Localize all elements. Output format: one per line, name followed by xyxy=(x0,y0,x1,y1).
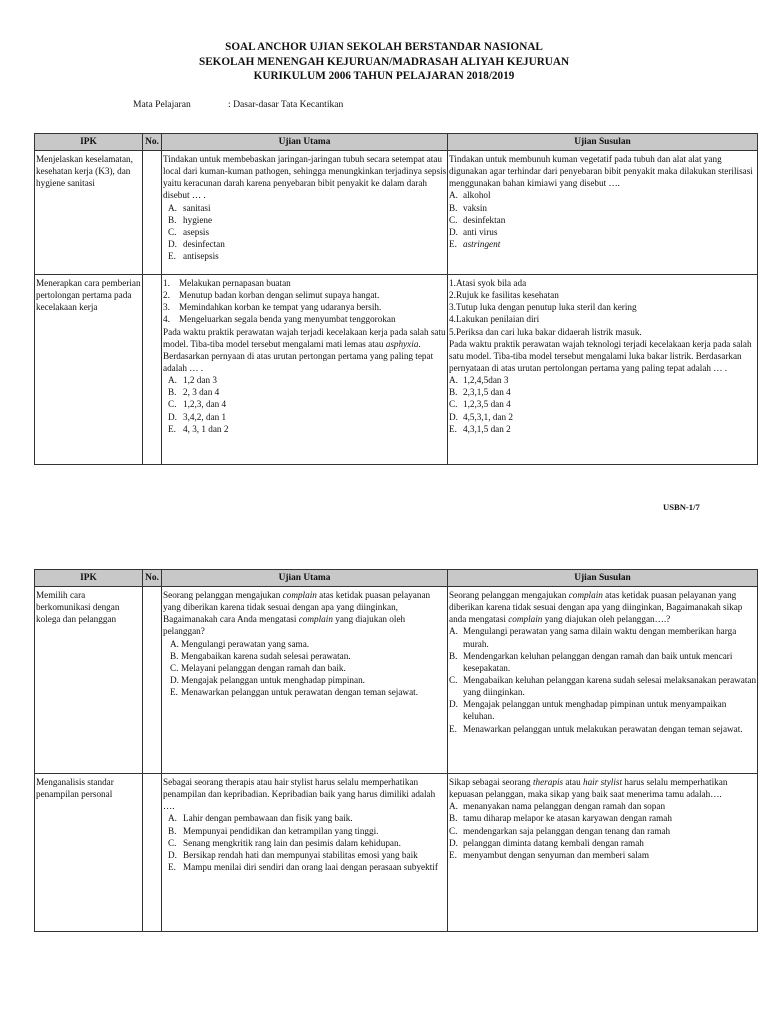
column-header-ujian-utama: Ujian Utama xyxy=(162,134,448,151)
ujian-susulan-cell xyxy=(448,587,758,774)
option-text: 4,3,1,5 dan 2 xyxy=(463,423,511,434)
option-text: 4,5,3,1, dan 2 xyxy=(463,411,514,422)
ujian-susulan-cell xyxy=(448,774,758,932)
stem-italic: complain xyxy=(508,614,543,625)
option-label: C. xyxy=(170,662,179,673)
option-text: 1,2,3,5 dan 4 xyxy=(463,399,511,410)
stem-italic: asphyxia xyxy=(385,338,419,349)
table-row xyxy=(35,774,758,932)
option-text: 2, 3 dan 4 xyxy=(183,387,220,398)
question-stem xyxy=(163,326,447,375)
question-stem: Tindakan untuk membunuh kuman vegetatif pada tubuh dan alat alat yang digunakan agar terhindar dari penyebaran bibit penyakit maka dilakukan sterilisasi menggunakan bahan kimiawi yang disebut …. xyxy=(449,154,753,189)
answer-option xyxy=(449,398,757,410)
no-cell xyxy=(143,275,162,465)
option-text: alkohol xyxy=(463,190,491,201)
subject-line xyxy=(133,99,344,112)
header-line-2: SEKOLAH MENENGAH KEJURUAN/MADRASAH ALIYAH KEJURUAN xyxy=(198,55,570,68)
option-text: anti virus xyxy=(463,226,498,237)
step-label: 2. xyxy=(449,290,456,301)
option-label: C. xyxy=(449,399,458,410)
ujian-utama-cell xyxy=(162,587,448,774)
answer-option xyxy=(163,650,447,662)
step-item xyxy=(163,277,447,289)
column-header-no: No. xyxy=(143,570,162,587)
option-label: E. xyxy=(449,423,457,434)
option-text: tamu diharap melapor ke atasan karyawan dengan ramah xyxy=(463,813,672,824)
column-header-no: No. xyxy=(143,134,162,151)
option-label: E. xyxy=(168,861,176,872)
answer-option xyxy=(449,214,757,226)
option-label: D. xyxy=(449,411,458,422)
stem-italic: complain xyxy=(282,590,317,600)
step-text: Atasi syok bila ada xyxy=(456,278,527,288)
ujian-utama-cell xyxy=(162,275,448,465)
no-cell xyxy=(143,774,162,932)
stem-text: Seorang pelanggan mengajukan xyxy=(449,590,567,600)
answer-option xyxy=(449,674,757,698)
option-text: Mengulangi perawatan yang sama dilain waktu dengan memberikan harga murah. xyxy=(463,626,737,649)
option-label: C. xyxy=(168,399,177,410)
answer-option xyxy=(163,386,447,398)
answer-option xyxy=(449,202,757,214)
answer-option xyxy=(163,423,447,435)
stem-text: harus selalu memperhatikan kepuasan pelanggan, maka sikap yang baik saat menerima tamu adalah…. xyxy=(449,777,728,800)
question-stem xyxy=(449,589,757,625)
answer-option xyxy=(449,238,757,250)
option-label: E. xyxy=(168,251,176,262)
option-text: hygiene xyxy=(183,214,213,225)
option-text: antisepsis xyxy=(183,251,219,262)
step-label: 1. xyxy=(163,278,170,288)
option-text: Senang mengkritik rang lain dan pesimis dalam kehidupan. xyxy=(183,837,401,848)
option-label: B. xyxy=(449,650,458,661)
option-label: D. xyxy=(168,849,177,860)
stem-text: atau xyxy=(565,777,581,787)
ipk-cell: Menerapkan cara pemberian pertolongan pertama pada kecelakaan kerja xyxy=(35,275,143,465)
table-header-row xyxy=(35,134,758,151)
option-label: A. xyxy=(449,190,458,201)
option-text: Mengajak pelanggan untuk menghadap pimpinan untuk menyampaikan keluhan. xyxy=(463,699,727,722)
option-label: A. xyxy=(449,626,458,637)
answer-option xyxy=(449,386,757,398)
table-row xyxy=(35,275,758,465)
answer-option xyxy=(163,411,447,423)
option-label: A. xyxy=(168,813,177,824)
step-label: 3. xyxy=(449,302,456,313)
answer-option xyxy=(163,686,447,698)
stem-italic: therapis xyxy=(532,777,564,787)
step-text: Rujuk ke fasilitas kesehatan xyxy=(456,290,559,301)
option-text: Mengulangi perawatan yang sama. xyxy=(181,638,310,649)
step-text: Memindahkan korban ke tempat yang udaranya bersih. xyxy=(179,302,382,313)
column-header-ujian-susulan: Ujian Susulan xyxy=(448,134,758,151)
answer-option xyxy=(163,861,447,873)
option-text: 3,4,2, dan 1 xyxy=(183,411,227,422)
stem-text: atas ketidak puasan pelayanan yang diberikan karena tidak sesuai dengan apa yang diinginkan, Bagaimanakah sikap anda mengatasi xyxy=(449,590,743,625)
step-text: Mengeluarkan segala benda yang menyumbat tenggorokan xyxy=(179,314,396,325)
option-text: astringent xyxy=(463,238,501,249)
document-header xyxy=(0,40,768,84)
step-item xyxy=(163,301,447,313)
header-line-1: SOAL ANCHOR UJIAN SEKOLAH BERSTANDAR NASIONAL xyxy=(225,41,543,53)
option-text: Bersikap rendah hati dan mempunyai stabilitas emosi yang baik xyxy=(183,849,418,860)
option-label: A. xyxy=(168,375,177,386)
question-stem: Pada waktu praktik perawatan wajah teknologi terjadi kecelakaan kerja pada salah satu model. Tiba-tiba model tersebut mengalami luka bakar listrik. Berdasarkan pernyataan di atas urutan pertolongan pertama yang paling tepat adalah … . xyxy=(449,338,752,373)
option-label: E. xyxy=(449,238,457,249)
answer-option xyxy=(163,238,447,250)
answer-option xyxy=(163,250,447,262)
option-label: C. xyxy=(449,825,458,836)
option-text: asepsis xyxy=(183,226,210,237)
column-header-ujian-susulan: Ujian Susulan xyxy=(448,570,758,587)
answer-option xyxy=(163,812,447,824)
step-item xyxy=(449,277,757,289)
option-label: A. xyxy=(449,801,458,812)
option-text: Menawarkan pelanggan untuk melakukan perawatan dengan teman sejawat. xyxy=(463,723,743,734)
answer-option xyxy=(163,837,447,849)
answer-option xyxy=(449,226,757,238)
stem-text: Sikap sebagai seorang xyxy=(449,777,531,787)
ujian-susulan-cell xyxy=(448,275,758,465)
step-text: Tutup luka dengan penutup luka steril dan kering xyxy=(456,302,637,313)
option-text: Mengabaikan karena sudah selesai perawatan. xyxy=(181,650,351,661)
option-text: sanitasi xyxy=(183,202,211,213)
answer-option xyxy=(163,226,447,238)
table-row xyxy=(35,151,758,275)
option-label: B. xyxy=(449,387,458,398)
answer-option xyxy=(163,202,447,214)
option-label: A. xyxy=(170,638,179,649)
option-text: 1,2,3, dan 4 xyxy=(183,399,227,410)
step-item xyxy=(449,326,757,338)
option-label: B. xyxy=(168,825,177,836)
option-label: D. xyxy=(449,226,458,237)
question-stem: Tindakan untuk membebaskan jaringan-jaringan tubuh secara setempat atau local dari kuman-kuman pathogen, sehingga menungkinkan terjadinya sepsis yaitu keracunan darah karena penyebaran bibit penyakit ke dalam darah disebut … . xyxy=(163,154,447,201)
stem-italic: complain xyxy=(568,590,603,600)
stem-text: yang diajukan oleh pelanggan….? xyxy=(544,614,671,625)
step-item xyxy=(163,289,447,301)
answer-option xyxy=(163,214,447,226)
no-cell xyxy=(143,587,162,774)
column-header-ipk: IPK xyxy=(35,570,143,587)
ujian-susulan-cell xyxy=(448,151,758,275)
answer-option xyxy=(163,662,447,674)
step-item xyxy=(449,289,757,301)
option-text: Menawarkan pelanggan untuk perawatan dengan teman sejawat. xyxy=(181,687,418,698)
option-text: Mendengarkan keluhan pelanggan dengan ramah dan baik untuk mencari kesepakatan. xyxy=(463,650,733,673)
answer-option xyxy=(449,374,757,386)
option-label: E. xyxy=(170,687,178,698)
subject-label: Mata Pelajaran xyxy=(133,99,191,110)
option-text: Mempunyai pendidikan dan ketrampilan yang tinggi. xyxy=(183,825,379,836)
question-stem: Sebagai seorang therapis atau hair stylist harus selalu memperhatikan penampilan dan kepribadian. Kepribadian baik yang harus dimiliki adalah …. xyxy=(163,777,436,812)
option-text: 4, 3, 1 dan 2 xyxy=(183,423,229,434)
option-text: Melayani pelanggan dengan ramah dan baik. xyxy=(181,662,346,673)
stem-text: Seorang pelanggan mengajukan xyxy=(163,590,281,600)
answer-option xyxy=(449,812,757,824)
option-label: D. xyxy=(449,699,458,710)
option-text: mendengarkan saja pelanggan dengan tenang dan ramah xyxy=(463,825,671,836)
step-label: 2. xyxy=(163,290,170,301)
answer-option xyxy=(449,189,757,201)
step-label: 1. xyxy=(449,278,456,288)
column-header-ipk: IPK xyxy=(35,134,143,151)
no-cell xyxy=(143,151,162,275)
stem-italic: hair stylist xyxy=(582,777,623,787)
ujian-utama-cell xyxy=(162,151,448,275)
step-text: Periksa dan cari luka bakar didaerah listrik masuk. xyxy=(456,326,642,337)
step-text: Menutup badan korban dengan selimut supaya hangat. xyxy=(179,290,380,301)
question-table-1 xyxy=(34,133,758,465)
step-label: 4. xyxy=(449,314,456,325)
column-header-ujian-utama: Ujian Utama xyxy=(162,570,448,587)
option-text: Mampu menilai diri sendiri dan orang laai dengan perasaan subyektif xyxy=(183,861,438,872)
option-label: E. xyxy=(168,423,176,434)
step-label: 4. xyxy=(163,314,170,325)
step-text: Melakukan pernapasan buatan xyxy=(179,278,291,288)
ujian-utama-cell xyxy=(162,774,448,932)
answer-option xyxy=(163,825,447,837)
option-text: Lahir dengan pembawaan dan fisik yang baik. xyxy=(183,813,353,824)
ipk-cell: Menganalisis standar penampilan personal xyxy=(35,774,143,932)
option-text: 1,2 dan 3 xyxy=(183,375,217,386)
option-label: A. xyxy=(168,202,177,213)
option-label: C. xyxy=(168,226,177,237)
option-label: C. xyxy=(449,214,458,225)
option-label: B. xyxy=(168,387,177,398)
answer-option xyxy=(449,423,757,435)
option-text: menyambut dengan senyuman dan memberi salam xyxy=(463,849,649,860)
option-label: B. xyxy=(170,650,179,661)
option-label: D. xyxy=(168,411,177,422)
page-number: USBN-1/7 xyxy=(663,502,700,512)
question-stem xyxy=(163,589,447,638)
stem-text: yang diajukan oleh pelanggan? xyxy=(163,614,406,637)
answer-option xyxy=(449,837,757,849)
stem-text: Pada waktu praktik perawatan wajah terjadi kecelakaan kerja pada salah satu model. Tiba-tiba model tersebut mengalami mati lemas atau xyxy=(163,326,446,349)
stem-text: . Berdasarkan pernyaan di atas urutan pertongan pertama yang paling tepat adalah … . xyxy=(163,338,434,373)
option-text: 1,2,4,5dan 3 xyxy=(463,375,509,386)
answer-option xyxy=(163,849,447,861)
step-label: 3. xyxy=(163,302,170,313)
step-item xyxy=(163,313,447,325)
option-label: B. xyxy=(449,813,458,824)
option-label: C. xyxy=(168,837,177,848)
option-label: D. xyxy=(168,238,177,249)
ipk-cell: Memilih cara berkomunikasi dengan kolega dan pelanggan xyxy=(35,587,143,774)
subject-value: : Dasar-dasar Tata Kecantikan xyxy=(228,99,344,110)
option-text: 2,3,1,5 dan 4 xyxy=(463,387,511,398)
step-item xyxy=(449,301,757,313)
answer-option xyxy=(163,638,447,650)
option-label: C. xyxy=(449,674,458,685)
answer-option xyxy=(449,849,757,861)
option-label: D. xyxy=(449,837,458,848)
answer-option xyxy=(449,650,757,674)
table-header-row xyxy=(35,570,758,587)
option-text: desinfectan xyxy=(183,238,225,249)
answer-option xyxy=(449,698,757,722)
header-line-3: KURIKULUM 2006 TAHUN PELAJARAN 2018/2019 xyxy=(253,70,515,83)
option-label: E. xyxy=(449,723,457,734)
table-row xyxy=(35,587,758,774)
option-label: D. xyxy=(170,674,179,685)
option-text: Mengabaikan keluhan pelanggan karena sudah selesai melaksanakan perawatan yang diinginkan. xyxy=(463,674,757,698)
stem-text: atas ketidak puasan pelayanan yang diberikan karena tidak sesuai dengan apa yang diinginkan, Bagaimanakah cara Anda mengatasi xyxy=(163,590,431,625)
question-table-2 xyxy=(34,569,758,932)
question-stem xyxy=(449,776,757,800)
answer-option xyxy=(449,723,757,735)
answer-option xyxy=(163,674,447,686)
option-text: menanyakan nama pelanggan dengan ramah dan sopan xyxy=(463,801,666,812)
option-text: Mengajak pelanggan untuk menghadap pimpinan. xyxy=(181,674,365,685)
option-label: E. xyxy=(449,849,457,860)
answer-option xyxy=(449,825,757,837)
answer-option xyxy=(163,374,447,386)
ipk-cell: Menjelaskan keselamatan, kesehatan kerja (K3), dan hygiene sanitasi xyxy=(35,151,143,275)
option-text: pelanggan diminta datang kembali dengan ramah xyxy=(463,837,644,848)
answer-option xyxy=(163,398,447,410)
option-label: A. xyxy=(449,375,458,386)
option-label: B. xyxy=(168,214,177,225)
answer-option xyxy=(449,411,757,423)
answer-option xyxy=(449,625,757,649)
option-label: B. xyxy=(449,202,458,213)
answer-option xyxy=(449,800,757,812)
step-item xyxy=(449,313,757,325)
step-text: Lakukan penilaian diri xyxy=(456,314,540,325)
stem-italic: complain xyxy=(298,614,333,625)
option-text: desinfektan xyxy=(463,214,506,225)
option-text: vaksin xyxy=(463,202,487,213)
step-label: 5. xyxy=(449,326,456,337)
